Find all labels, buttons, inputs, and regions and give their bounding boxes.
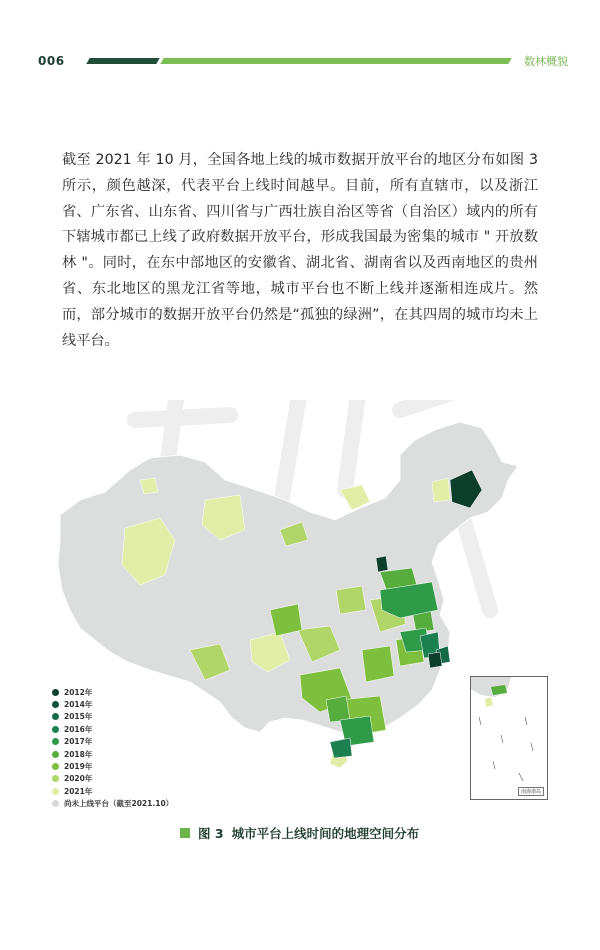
legend-label: 2015年	[64, 712, 93, 722]
legend-swatch	[52, 689, 59, 696]
legend-item	[52, 711, 173, 723]
legend-swatch	[52, 775, 59, 782]
caption-marker	[180, 828, 190, 838]
map-legend	[52, 686, 173, 810]
legend-item	[52, 698, 173, 710]
legend-swatch	[52, 713, 59, 720]
legend-item	[52, 686, 173, 698]
legend-swatch	[52, 788, 59, 795]
caption-title: 城市平台上线时间的地理空间分布	[231, 826, 420, 841]
legend-swatch	[52, 726, 59, 733]
inset-map	[471, 677, 547, 799]
legend-swatch	[52, 763, 59, 770]
page-header	[0, 0, 600, 80]
body-paragraph: 截至 2021 年 10 月，全国各地上线的城市数据开放平台的地区分布如图 3 所示，颜色越深，代表平台上线时间越早。目前，所有直辖市，以及浙江省、广东省、山东省、四川省与广西壮族自治区等省（自治区）域内的所有下辖城市都已上线了政府数据开放平台，形成我国最为密集的城市 " 开放数林 "。同时，在东中部地区的安徽省、湖北省、湖南省以及西南地区的贵州省、东北地区的黑龙江省等地，城市平台也不断上线并逐渐相连成片。然而，部分城市的数据开放平台仍然是“孤独的绿洲”，在其四周的城市均未上线平台。	[62, 152, 538, 349]
legend-label: 尚未上线平台（截至2021.10）	[64, 799, 174, 809]
legend-item	[52, 785, 173, 797]
legend-swatch	[52, 701, 59, 708]
legend-item	[52, 773, 173, 785]
legend-label: 2016年	[64, 724, 93, 734]
legend-label: 2018年	[64, 749, 93, 759]
legend-item	[52, 736, 173, 748]
section-title: 数林概貌	[524, 55, 568, 68]
inset-label: 南海诸岛	[518, 787, 544, 796]
legend-swatch	[52, 751, 59, 758]
header-bar-green	[160, 58, 511, 64]
caption-figure-label: 图 3	[198, 826, 224, 841]
legend-item	[52, 798, 173, 810]
legend-label: 2017年	[64, 737, 93, 747]
legend-label: 2020年	[64, 774, 93, 784]
legend-label: 2019年	[64, 762, 93, 772]
legend-swatch	[52, 738, 59, 745]
header-bar-dark	[86, 58, 159, 64]
legend-label: 2012年	[64, 687, 93, 697]
legend-label: 2021年	[64, 786, 93, 796]
legend-label: 2014年	[64, 700, 93, 710]
page-number: 006	[38, 54, 65, 68]
south-china-sea-inset	[470, 676, 548, 800]
legend-item	[52, 748, 173, 760]
legend-item	[52, 760, 173, 772]
legend-item	[52, 723, 173, 735]
legend-swatch	[52, 800, 59, 807]
figure-caption	[180, 824, 419, 842]
